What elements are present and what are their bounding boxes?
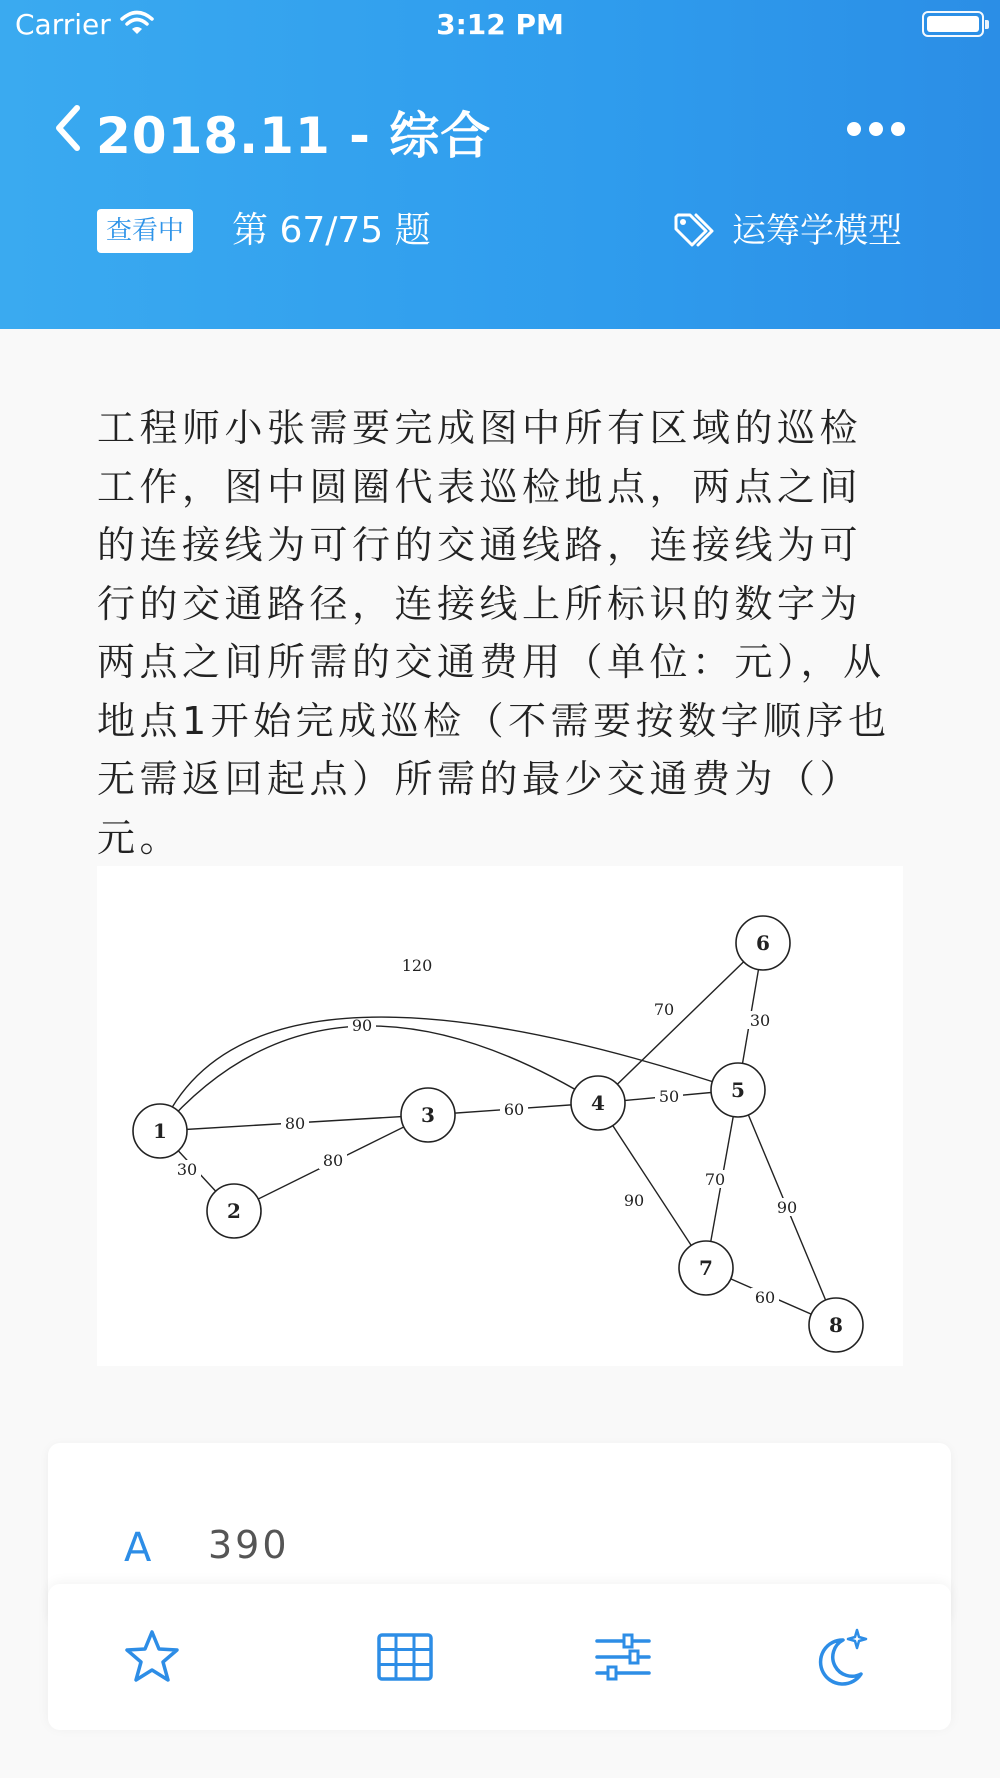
status-bar <box>0 0 1000 52</box>
node-label: 1 <box>153 1119 167 1143</box>
settings-button[interactable] <box>588 1622 658 1692</box>
night-mode-button[interactable] <box>807 1622 877 1692</box>
more-button[interactable] <box>847 110 905 148</box>
edge-weight-label: 50 <box>658 1087 680 1106</box>
star-icon <box>122 1627 182 1687</box>
edge-weight-label: 70 <box>704 1170 726 1189</box>
edge-weight-label: 80 <box>284 1114 306 1133</box>
dot <box>847 122 861 136</box>
node-label: 4 <box>591 1091 605 1115</box>
question-content <box>0 329 1000 1778</box>
graph-diagram <box>97 866 903 1366</box>
node-label: 5 <box>731 1078 745 1102</box>
node-label: 7 <box>699 1256 713 1280</box>
edge-weight-label: 30 <box>749 1011 771 1030</box>
dot <box>891 122 905 136</box>
chevron-left-icon <box>53 104 83 152</box>
edge-weight-label: 90 <box>623 1191 645 1210</box>
clock: 3:12 PM <box>436 8 564 41</box>
header <box>0 0 1000 329</box>
battery-icon <box>922 11 984 37</box>
back-button[interactable] <box>48 100 88 156</box>
category-tag[interactable] <box>672 207 902 255</box>
node-label: 3 <box>421 1103 435 1127</box>
edge-weight-label: 70 <box>653 1000 675 1019</box>
favorite-button[interactable] <box>117 1622 187 1692</box>
dot <box>869 122 883 136</box>
edge-weight-label: 90 <box>351 1016 373 1035</box>
page-title: 2018.11 - 综合 <box>96 107 492 165</box>
grid-icon <box>376 1632 434 1682</box>
edge-weight-label: 80 <box>322 1151 344 1170</box>
graph-edge <box>598 1103 706 1268</box>
node-label: 6 <box>756 931 770 955</box>
tag-icon <box>672 211 718 251</box>
edge-weight-label: 30 <box>176 1160 198 1179</box>
question-progress: 第 67/75 题 <box>232 210 431 251</box>
edge-weight-label: 60 <box>503 1100 525 1119</box>
carrier-label: Carrier <box>15 8 111 41</box>
bottom-toolbar <box>48 1584 951 1730</box>
moon-sparkle-icon <box>811 1626 873 1688</box>
edge-weight-label: 90 <box>776 1198 798 1217</box>
node-label: 8 <box>829 1313 843 1337</box>
edge-weight-label: 120 <box>401 956 433 975</box>
question-figure <box>97 866 903 1366</box>
category-label: 运筹学模型 <box>732 211 902 251</box>
answer-sheet-button[interactable] <box>370 1622 440 1692</box>
node-label: 2 <box>227 1199 241 1223</box>
graph-edge <box>160 1026 598 1131</box>
sliders-icon <box>594 1631 652 1683</box>
option-letter: A <box>124 1525 152 1571</box>
option-value: 390 <box>208 1523 290 1567</box>
edge-weight-label: 60 <box>754 1288 776 1307</box>
status-badge: 查看中 <box>97 209 193 253</box>
question-text: 工程师小张需要完成图中所有区域的巡检工作，图中圆圈代表巡检地点，两点之间的连接线为可行的交通线路，连接线为可行的交通路径，连接线上所标识的数字为两点之间所需的交通费用（单位：元），从地点1开始完成巡检（不需要按数字顺序也无需返回起点）所需的最少交通费为（）元。 <box>97 406 891 860</box>
